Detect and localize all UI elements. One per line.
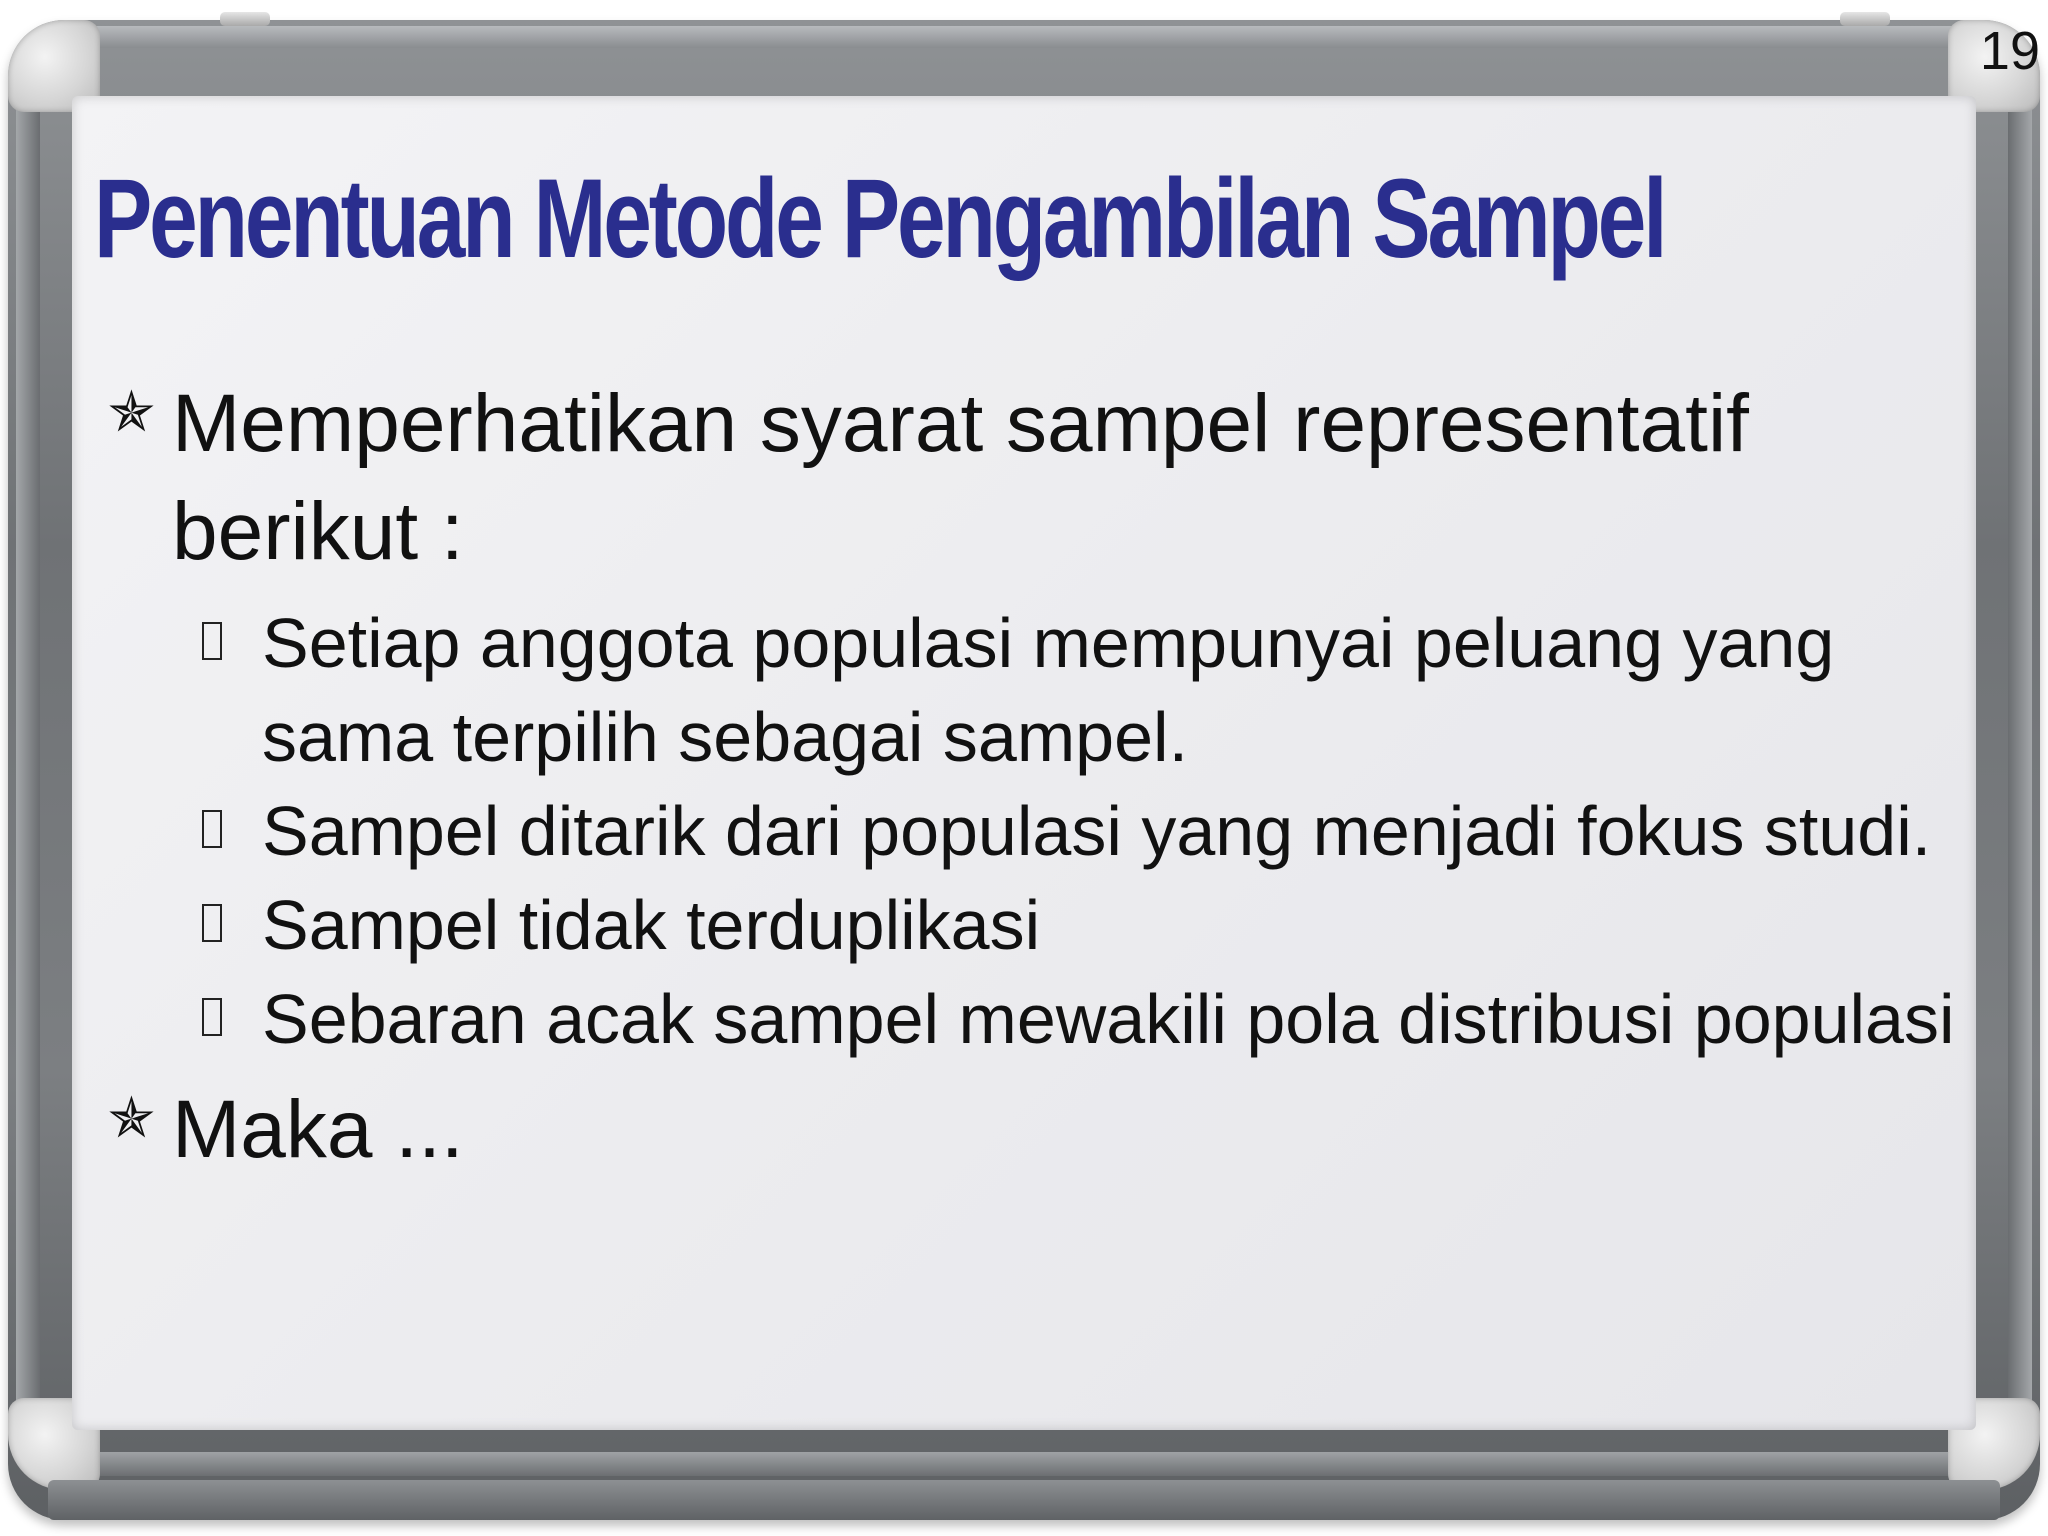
box-bullet-icon — [202, 904, 222, 942]
sub-bullet-item — [100, 878, 1980, 972]
frame-hook-right — [1840, 12, 1890, 26]
sub-bullet-text: Setiap anggota populasi mempunyai peluang yang sama terpilih sebagai sampel. — [262, 604, 1835, 776]
sub-bullet-list — [100, 596, 1980, 1066]
frame-top-rail — [68, 26, 1980, 48]
slide-body — [100, 370, 1980, 1184]
bullet-text: Memperhatikan syarat sampel representatif berikut : — [172, 378, 1749, 577]
sub-bullet-text: Sampel tidak terduplikasi — [262, 886, 1041, 964]
box-bullet-icon — [202, 622, 222, 660]
sub-bullet-text: Sebaran acak sampel mewakili pola distribusi populasi — [262, 980, 1955, 1058]
sub-bullet-item — [100, 972, 1980, 1066]
frame-left-rail — [16, 100, 40, 1440]
bullet-item — [100, 1076, 1980, 1184]
slide-title: Penentuan Metode Pengambilan Sampel — [94, 156, 1665, 281]
sub-bullet-text: Sampel ditarik dari populasi yang menjadi fokus studi. — [262, 792, 1932, 870]
sub-bullet-item — [100, 784, 1980, 878]
frame-bottom-rail — [68, 1452, 1980, 1476]
box-bullet-icon — [202, 810, 222, 848]
box-bullet-icon — [202, 998, 222, 1036]
frame-right-rail — [2008, 100, 2032, 1440]
bullet-text: Maka ... — [172, 1084, 464, 1175]
sub-bullet-item — [100, 596, 1980, 784]
star-bullet-icon: ✯ — [108, 380, 155, 443]
bullet-item — [100, 370, 1980, 586]
star-bullet-icon: ✯ — [108, 1086, 155, 1149]
marker-tray — [48, 1480, 2000, 1520]
slide-number: 19 — [1979, 21, 2040, 81]
frame-hook-left — [220, 12, 270, 26]
